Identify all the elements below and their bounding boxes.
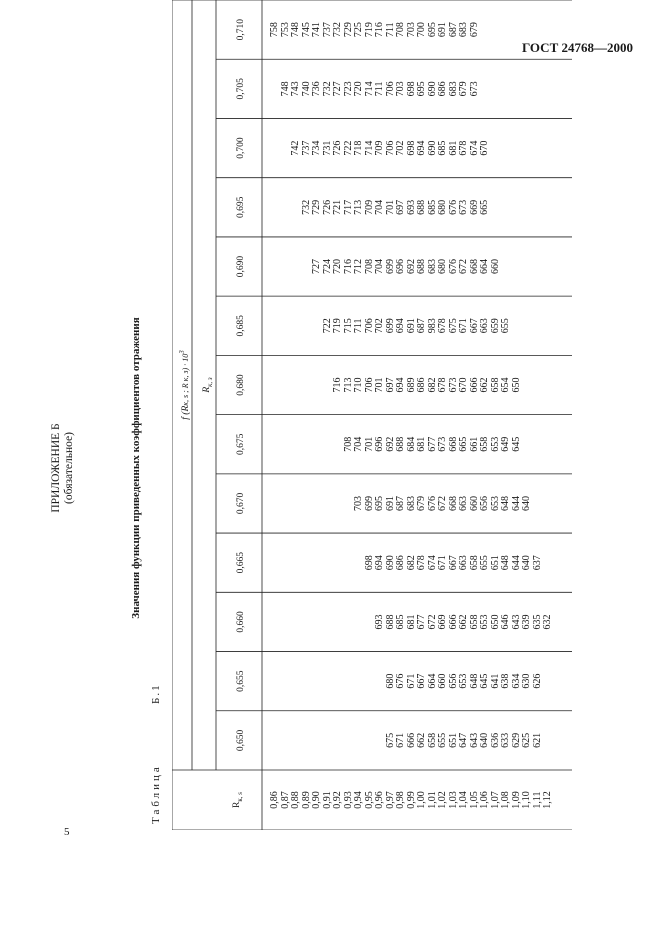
table-cell: 704 <box>374 199 385 215</box>
row-label: 0,89 <box>300 791 312 809</box>
table-cell: 660 <box>437 673 448 689</box>
table-cell: 639 <box>521 614 532 630</box>
table-cell: 646 <box>500 614 511 630</box>
table-cell: 643 <box>468 732 480 748</box>
column-header: 0,650 <box>236 729 246 752</box>
table-cell: 758 <box>269 22 280 38</box>
table-cell: 621 <box>531 732 543 748</box>
table-cell: 720 <box>353 81 364 97</box>
table-cell: 711 <box>353 318 364 334</box>
table-cell: 679 <box>458 81 469 97</box>
table-cell: 681 <box>405 614 417 630</box>
table-cell: 711 <box>384 22 396 37</box>
table-cell: 650 <box>489 614 501 630</box>
table-cell: 708 <box>363 259 375 275</box>
table-cell: 743 <box>290 81 301 97</box>
row-label: 1,12 <box>542 791 553 809</box>
column-sub-header <box>202 0 214 770</box>
column-group-header-exponent: 3 <box>178 350 186 354</box>
table-cell: 983 <box>426 318 438 334</box>
row-label: 1,05 <box>468 791 480 809</box>
table-cell: 680 <box>384 673 396 689</box>
table-cell: 701 <box>384 199 396 215</box>
row-label: 1,00 <box>416 791 427 809</box>
table-cell: 676 <box>447 259 459 275</box>
row-label: 0,92 <box>332 791 343 809</box>
table-cell: 698 <box>405 81 417 97</box>
table-cell: 669 <box>468 199 480 215</box>
row-label: 1,06 <box>479 791 490 809</box>
table-cell: 696 <box>374 436 385 452</box>
table-cell: 695 <box>374 495 385 511</box>
table-cell: 660 <box>468 495 480 511</box>
table-cell: 640 <box>521 495 532 511</box>
table-cell: 653 <box>479 614 490 630</box>
table-cell: 698 <box>405 140 417 156</box>
table-cell: 714 <box>363 140 375 156</box>
table-cell: 700 <box>416 22 427 38</box>
table-cell: 722 <box>342 140 354 156</box>
row-label: 0,93 <box>342 791 354 809</box>
column-sub-header-symbol: R <box>202 386 212 393</box>
table-cell: 670 <box>479 140 490 156</box>
table-cell: 678 <box>458 140 469 156</box>
table-cell: 675 <box>447 318 459 334</box>
table-cell: 677 <box>416 614 427 630</box>
table-cell: 650 <box>510 377 522 393</box>
table-cell: 634 <box>510 673 522 689</box>
table-cell: 716 <box>332 377 343 393</box>
table-cell: 706 <box>363 377 375 393</box>
row-label: 0,91 <box>321 791 333 809</box>
table-cell: 648 <box>500 555 511 571</box>
column-header: 0,705 <box>236 78 246 100</box>
table-cell: 667 <box>468 318 480 334</box>
table-cell: 741 <box>311 22 322 38</box>
table-cell: 671 <box>458 318 469 334</box>
row-label: 1,01 <box>426 791 438 809</box>
table-cell: 686 <box>437 81 448 97</box>
table-cell: 695 <box>426 22 438 38</box>
table-cell: 694 <box>374 555 385 571</box>
table-cell: 661 <box>468 436 480 452</box>
table-cell: 681 <box>416 436 427 452</box>
table-cell: 658 <box>468 614 480 630</box>
page-number: 5 <box>64 826 70 838</box>
table-cell: 690 <box>426 81 438 97</box>
table-cell: 665 <box>458 436 469 452</box>
table-cell: 718 <box>353 140 364 156</box>
table-cell: 633 <box>500 732 511 748</box>
table-cell: 709 <box>374 140 385 156</box>
table-cell: 641 <box>489 673 501 689</box>
table-cell: 736 <box>311 81 322 97</box>
column-header: 0,660 <box>236 611 246 633</box>
table-cell: 632 <box>542 614 553 630</box>
table-cell: 737 <box>300 140 312 156</box>
table-cell: 729 <box>311 199 322 215</box>
table-cell: 682 <box>405 555 417 571</box>
table-cell: 680 <box>437 199 448 215</box>
table-cell: 699 <box>384 318 396 334</box>
row-label: 1,03 <box>447 791 459 809</box>
data-table <box>172 0 572 830</box>
column-header: 0,710 <box>236 18 246 41</box>
table-cell: 672 <box>458 259 469 275</box>
row-label: 0,97 <box>384 791 396 809</box>
table-cell: 674 <box>426 555 438 571</box>
column-header: 0,700 <box>236 137 246 159</box>
table-cell: 708 <box>395 22 406 38</box>
table-cell: 716 <box>374 22 385 38</box>
table-cell: 686 <box>395 555 406 571</box>
row-label: 1,11 <box>531 791 543 809</box>
table-cell: 690 <box>426 140 438 156</box>
table-cell: 655 <box>479 555 490 571</box>
table-cell: 685 <box>426 199 438 215</box>
table-cell: 723 <box>342 81 354 97</box>
table-cell: 683 <box>447 81 459 97</box>
table-cell: 653 <box>489 436 501 452</box>
table-cell: 672 <box>437 495 448 511</box>
table-cell: 694 <box>395 377 406 393</box>
column-group-header-rest: к, s ; R к, з) · 10 <box>181 353 191 406</box>
table-cell: 674 <box>468 140 480 156</box>
table-cell: 720 <box>332 259 343 275</box>
table-cell: 688 <box>395 436 406 452</box>
table-cell: 692 <box>405 259 417 275</box>
row-label: 0,86 <box>269 791 280 809</box>
table-cell: 706 <box>384 140 396 156</box>
table-cell: 644 <box>510 555 522 571</box>
column-group-header <box>178 0 191 770</box>
table-cell: 742 <box>290 140 301 156</box>
table-cell: 658 <box>426 732 438 748</box>
table-cell: 737 <box>321 22 333 38</box>
table-cell: 655 <box>500 318 511 334</box>
table-cell: 702 <box>395 140 406 156</box>
table-cell: 636 <box>489 732 501 748</box>
table-cell: 693 <box>405 199 417 215</box>
table-cell: 630 <box>521 673 532 689</box>
table-cell: 729 <box>342 22 354 38</box>
table-cell: 689 <box>405 377 417 393</box>
row-label: 1,04 <box>458 791 469 809</box>
row-label: 0,90 <box>311 791 322 809</box>
table-cell: 683 <box>426 259 438 275</box>
table-cell: 673 <box>468 81 480 97</box>
table-cell: 721 <box>332 199 343 215</box>
table-cell: 662 <box>416 732 427 748</box>
table-cell: 722 <box>321 318 333 334</box>
table-cell: 717 <box>342 199 354 215</box>
table-cell: 711 <box>374 81 385 97</box>
table-cell: 668 <box>447 436 459 452</box>
row-label: 0,96 <box>374 791 385 809</box>
table-cell: 666 <box>405 732 417 748</box>
table-cell: 664 <box>426 673 438 689</box>
table-cell: 681 <box>447 140 459 156</box>
row-label: 1,08 <box>500 791 511 809</box>
row-label: 0,95 <box>363 791 375 809</box>
table-cell: 695 <box>416 81 427 97</box>
row-header <box>232 770 244 830</box>
table-subtitle: Значения функции приведенных коэффициентов отражения <box>130 317 142 619</box>
table-cell: 713 <box>353 199 364 215</box>
row-header-subscript: к, s <box>235 792 244 802</box>
table-cell: 691 <box>437 22 448 38</box>
table-cell: 663 <box>479 318 490 334</box>
column-header: 0,655 <box>236 670 246 692</box>
table-cell: 712 <box>353 259 364 275</box>
table-label: Таблица <box>150 764 162 824</box>
table-cell: 715 <box>342 318 354 334</box>
table-cell: 649 <box>500 436 511 452</box>
table-cell: 676 <box>395 673 406 689</box>
row-label: 1,02 <box>437 791 448 809</box>
table-cell: 694 <box>416 140 427 156</box>
table-cell: 696 <box>395 259 406 275</box>
column-group-header-text: f (R <box>181 405 192 420</box>
table-cell: 679 <box>468 22 480 38</box>
row-label: 1,10 <box>521 791 532 809</box>
table-cell: 664 <box>479 259 490 275</box>
table-cell: 654 <box>500 377 511 393</box>
table-cell: 691 <box>384 495 396 511</box>
table-cell: 697 <box>395 199 406 215</box>
table-cell: 726 <box>332 140 343 156</box>
table-cell: 687 <box>447 22 459 38</box>
table-cell: 679 <box>416 495 427 511</box>
column-header: 0,685 <box>236 315 246 337</box>
column-header: 0,690 <box>236 255 246 278</box>
table-cell: 676 <box>426 495 438 511</box>
table-cell: 658 <box>489 377 501 393</box>
table-cell: 673 <box>437 436 448 452</box>
column-header: 0,665 <box>236 552 246 574</box>
table-cell: 688 <box>416 259 427 275</box>
table-cell: 691 <box>405 318 417 334</box>
table-cell: 698 <box>363 555 375 571</box>
table-cell: 667 <box>416 673 427 689</box>
table-cell: 656 <box>447 673 459 689</box>
table-cell: 667 <box>447 555 459 571</box>
table-cell: 677 <box>426 436 438 452</box>
table-cell: 716 <box>342 259 354 275</box>
table-cell: 714 <box>363 81 375 97</box>
table-cell: 703 <box>353 495 364 511</box>
table-cell: 671 <box>395 732 406 748</box>
table-cell: 727 <box>311 259 322 275</box>
table-cell: 648 <box>468 673 480 689</box>
table-cell: 697 <box>384 377 396 393</box>
table-cell: 745 <box>300 22 312 38</box>
table-cell: 732 <box>300 199 312 215</box>
table-cell: 659 <box>489 318 501 334</box>
table-cell: 703 <box>405 22 417 38</box>
table-cell: 724 <box>321 259 333 275</box>
row-label: 0,87 <box>279 791 291 809</box>
table-cell: 693 <box>374 614 385 630</box>
table-cell: 740 <box>300 81 312 97</box>
table-cell: 725 <box>353 22 364 38</box>
table-cell: 732 <box>332 22 343 38</box>
row-label: 0,98 <box>395 791 406 809</box>
table-cell: 719 <box>332 318 343 334</box>
table-cell: 648 <box>500 495 511 511</box>
table-cell: 704 <box>374 259 385 275</box>
table-cell: 645 <box>510 436 522 452</box>
row-label: 0,94 <box>353 791 364 809</box>
table-cell: 680 <box>437 259 448 275</box>
table-cell: 672 <box>426 614 438 630</box>
table-cell: 732 <box>321 81 333 97</box>
table-cell: 704 <box>353 436 364 452</box>
table-cell: 753 <box>279 22 291 38</box>
table-cell: 629 <box>510 732 522 748</box>
table-cell: 663 <box>458 495 469 511</box>
table-cell: 645 <box>479 673 490 689</box>
table-cell: 682 <box>426 377 438 393</box>
table-cell: 692 <box>384 436 396 452</box>
appendix-title: ПРИЛОЖЕНИЕ Б <box>50 423 62 513</box>
table-cell: 666 <box>468 377 480 393</box>
table-cell: 699 <box>363 495 375 511</box>
table-cell: 669 <box>437 614 448 630</box>
column-header: 0,675 <box>236 433 246 455</box>
table-cell: 683 <box>405 495 417 511</box>
table-cell: 694 <box>395 318 406 334</box>
row-label: 1,09 <box>510 791 522 809</box>
table-cell: 663 <box>458 555 469 571</box>
table-cell: 734 <box>311 140 322 156</box>
table-cell: 666 <box>447 614 459 630</box>
standard-header: ГОСТ 24768—2000 <box>521 40 633 55</box>
table-cell: 713 <box>342 377 354 393</box>
table-cell: 726 <box>321 199 333 215</box>
table-cell: 685 <box>395 614 406 630</box>
table-cell: 651 <box>447 732 459 748</box>
table-cell: 637 <box>531 555 543 571</box>
table-cell: 690 <box>384 555 396 571</box>
table-cell: 671 <box>405 673 417 689</box>
table-cell: 673 <box>458 199 469 215</box>
table-cell: 703 <box>395 81 406 97</box>
table-cell: 748 <box>279 81 291 97</box>
appendix-status: (обязательное) <box>63 432 75 504</box>
table-cell: 685 <box>437 140 448 156</box>
table-cell: 708 <box>342 436 354 452</box>
table-cell: 678 <box>437 377 448 393</box>
table-cell: 656 <box>479 495 490 511</box>
table-cell: 706 <box>363 318 375 334</box>
table-cell: 671 <box>437 555 448 571</box>
row-header-symbol: R <box>232 801 242 808</box>
table-number: Б.1 <box>150 683 162 704</box>
table-cell: 701 <box>363 436 375 452</box>
table-cell: 673 <box>447 377 459 393</box>
column-header: 0,680 <box>236 374 246 396</box>
table-cell: 748 <box>290 22 301 38</box>
table-cell: 662 <box>479 377 490 393</box>
table-cell: 702 <box>374 318 385 334</box>
table-cell: 678 <box>416 555 427 571</box>
table-cell: 651 <box>489 555 501 571</box>
table-cell: 678 <box>437 318 448 334</box>
table-cell: 683 <box>458 22 469 38</box>
table-cell: 668 <box>468 259 480 275</box>
table-cell: 626 <box>531 673 543 689</box>
table-cell: 719 <box>363 22 375 38</box>
table-cell: 662 <box>458 614 469 630</box>
table-cell: 676 <box>447 199 459 215</box>
row-label: 1,07 <box>489 791 501 809</box>
table-cell: 647 <box>458 732 469 748</box>
table-cell: 660 <box>489 259 501 275</box>
appendix-heading <box>50 0 76 936</box>
table-cell: 699 <box>384 259 396 275</box>
table-cell: 687 <box>395 495 406 511</box>
table-cell: 635 <box>531 614 543 630</box>
table-cell: 638 <box>500 673 511 689</box>
table-cell: 668 <box>447 495 459 511</box>
table-cell: 687 <box>416 318 427 334</box>
table-cell: 640 <box>521 555 532 571</box>
table-cell: 625 <box>521 732 532 748</box>
table-cell: 653 <box>489 495 501 511</box>
table-cell: 731 <box>321 140 333 156</box>
table-cell: 701 <box>374 377 385 393</box>
table-cell: 686 <box>416 377 427 393</box>
table-cell: 727 <box>332 81 343 97</box>
table-cell: 653 <box>458 673 469 689</box>
table-cell: 684 <box>405 436 417 452</box>
table-cell: 706 <box>384 81 396 97</box>
table-cell: 655 <box>437 732 448 748</box>
table-cell: 709 <box>363 199 375 215</box>
table-cell: 658 <box>468 555 480 571</box>
column-header: 0,670 <box>236 492 246 515</box>
table-cell: 670 <box>458 377 469 393</box>
table-cell: 643 <box>510 614 522 630</box>
table-cell: 710 <box>353 377 364 393</box>
table-cell: 688 <box>416 199 427 215</box>
row-label: 0,88 <box>290 791 301 809</box>
table-cell: 675 <box>384 732 396 748</box>
table-cell: 665 <box>479 199 490 215</box>
row-label: 0,99 <box>405 791 417 809</box>
table-cell: 640 <box>479 732 490 748</box>
column-sub-header-subscript: к, з <box>205 377 214 387</box>
column-header: 0,695 <box>236 196 246 219</box>
table-cell: 688 <box>384 614 396 630</box>
table-cell: 658 <box>479 436 490 452</box>
table-cell: 644 <box>510 495 522 511</box>
